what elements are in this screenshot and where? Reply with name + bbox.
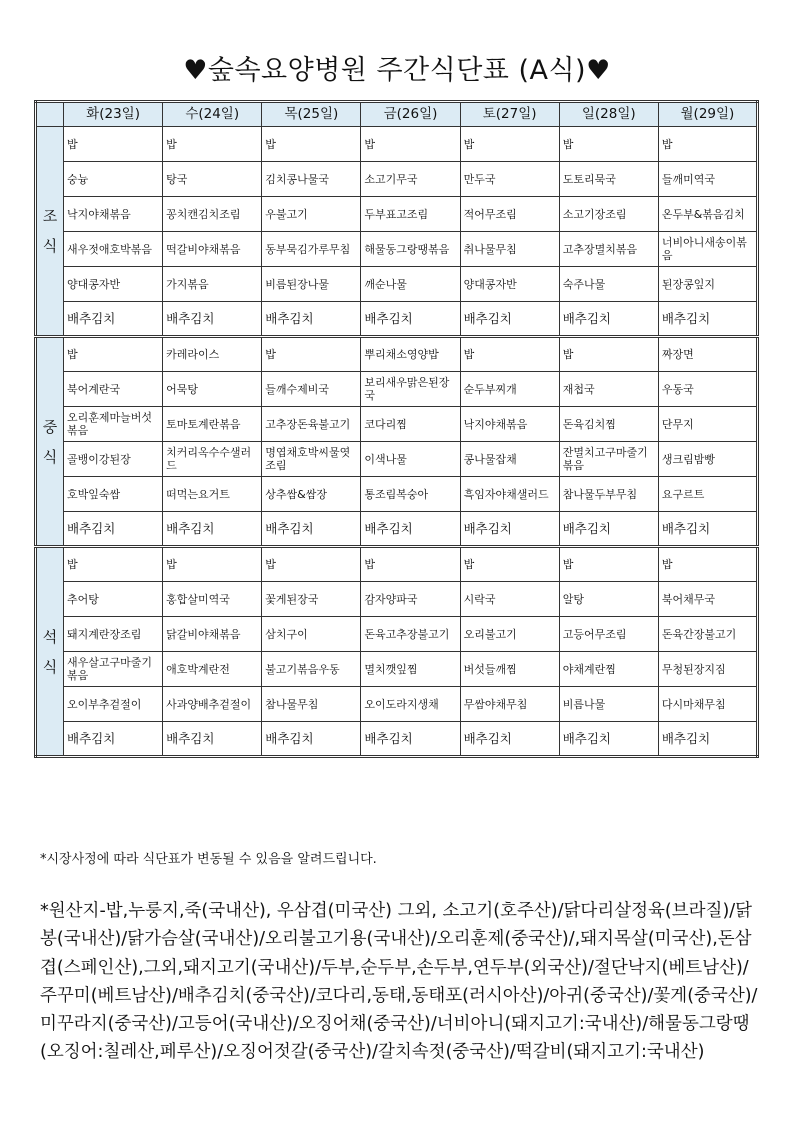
menu-item: 통조림복숭아 xyxy=(361,477,460,512)
menu-item: 추어탕 xyxy=(64,582,163,617)
menu-item: 밥 xyxy=(262,127,361,162)
meal-label: 중 식 xyxy=(36,337,64,547)
menu-item: 밥 xyxy=(64,337,163,372)
menu-item: 낙지야채볶음 xyxy=(64,197,163,232)
menu-item: 밥 xyxy=(658,127,757,162)
menu-item: 콩나물잡채 xyxy=(460,442,559,477)
menu-item: 참나물무침 xyxy=(262,687,361,722)
menu-row xyxy=(36,512,758,547)
menu-item: 만두국 xyxy=(460,162,559,197)
menu-item: 돈육김치찜 xyxy=(559,407,658,442)
menu-item: 들깨미역국 xyxy=(658,162,757,197)
meal-label: 석 식 xyxy=(36,547,64,757)
day-header: 일(28일) xyxy=(559,102,658,127)
menu-item: 배추김치 xyxy=(559,302,658,337)
menu-item: 순두부찌개 xyxy=(460,372,559,407)
menu-item: 밥 xyxy=(262,337,361,372)
menu-item: 온두부&볶음김치 xyxy=(658,197,757,232)
menu-item: 된장콩잎지 xyxy=(658,267,757,302)
menu-item: 홍합살미역국 xyxy=(163,582,262,617)
menu-item: 소고기무국 xyxy=(361,162,460,197)
menu-item: 들깨수제비국 xyxy=(262,372,361,407)
menu-item: 명엽채호박씨물엿조림 xyxy=(262,442,361,477)
weekly-menu-table xyxy=(34,100,759,758)
menu-body xyxy=(36,127,758,757)
menu-item: 배추김치 xyxy=(163,722,262,757)
menu-item: 재첩국 xyxy=(559,372,658,407)
menu-item: 불고기볶음우동 xyxy=(262,652,361,687)
day-header: 목(25일) xyxy=(262,102,361,127)
menu-item: 밥 xyxy=(163,127,262,162)
menu-item: 김치콩나물국 xyxy=(262,162,361,197)
menu-item: 낙지야채볶음 xyxy=(460,407,559,442)
menu-row xyxy=(36,617,758,652)
menu-item: 밥 xyxy=(361,127,460,162)
menu-item: 밥 xyxy=(559,547,658,582)
menu-item: 해물동그랑땡볶음 xyxy=(361,232,460,267)
menu-row xyxy=(36,197,758,232)
menu-item: 무쌈야채무침 xyxy=(460,687,559,722)
menu-item: 어묵탕 xyxy=(163,372,262,407)
menu-item: 카레라이스 xyxy=(163,337,262,372)
menu-item: 고추장멸치볶음 xyxy=(559,232,658,267)
menu-item: 배추김치 xyxy=(460,512,559,547)
menu-item: 다시마채무침 xyxy=(658,687,757,722)
menu-row xyxy=(36,337,758,372)
menu-item: 잔멸치고구마줄기볶음 xyxy=(559,442,658,477)
menu-item: 도토리묵국 xyxy=(559,162,658,197)
menu-item: 뿌리채소영양밥 xyxy=(361,337,460,372)
menu-row xyxy=(36,232,758,267)
menu-item: 이색나물 xyxy=(361,442,460,477)
day-header-row xyxy=(36,102,758,127)
menu-item: 배추김치 xyxy=(658,512,757,547)
menu-item: 탕국 xyxy=(163,162,262,197)
menu-row xyxy=(36,407,758,442)
day-header: 금(26일) xyxy=(361,102,460,127)
menu-row xyxy=(36,722,758,757)
menu-item: 북어계란국 xyxy=(64,372,163,407)
menu-item: 시락국 xyxy=(460,582,559,617)
menu-item: 배추김치 xyxy=(262,512,361,547)
day-header: 수(24일) xyxy=(163,102,262,127)
menu-item: 배추김치 xyxy=(262,302,361,337)
menu-item: 알탕 xyxy=(559,582,658,617)
menu-item: 밥 xyxy=(658,547,757,582)
menu-item: 치커리옥수수샐러드 xyxy=(163,442,262,477)
day-header: 토(27일) xyxy=(460,102,559,127)
menu-item: 새우젓애호박볶음 xyxy=(64,232,163,267)
menu-item: 밥 xyxy=(262,547,361,582)
menu-item: 호박잎숙쌈 xyxy=(64,477,163,512)
menu-item: 돈육고추장불고기 xyxy=(361,617,460,652)
menu-item: 배추김치 xyxy=(460,722,559,757)
menu-item: 멸치깻잎찜 xyxy=(361,652,460,687)
menu-row xyxy=(36,162,758,197)
menu-item: 밥 xyxy=(559,127,658,162)
menu-item: 배추김치 xyxy=(163,302,262,337)
menu-item: 보리새우맑은된장국 xyxy=(361,372,460,407)
menu-item: 감자양파국 xyxy=(361,582,460,617)
menu-item: 고등어무조림 xyxy=(559,617,658,652)
menu-item: 배추김치 xyxy=(460,302,559,337)
menu-item: 배추김치 xyxy=(361,512,460,547)
menu-item: 밥 xyxy=(163,547,262,582)
menu-item: 무청된장지짐 xyxy=(658,652,757,687)
menu-item: 가지볶음 xyxy=(163,267,262,302)
market-notice: *시장사정에 따라 식단표가 변동될 수 있음을 알려드립니다. xyxy=(40,852,377,867)
menu-item: 밥 xyxy=(559,337,658,372)
menu-item: 우동국 xyxy=(658,372,757,407)
menu-item: 떡갈비야채볶음 xyxy=(163,232,262,267)
menu-item: 골뱅이강된장 xyxy=(64,442,163,477)
menu-item: 꽃게된장국 xyxy=(262,582,361,617)
menu-item: 오이부추겉절이 xyxy=(64,687,163,722)
menu-item: 참나물두부무침 xyxy=(559,477,658,512)
menu-item: 배추김치 xyxy=(658,302,757,337)
corner-cell xyxy=(36,102,64,127)
day-header: 화(23일) xyxy=(64,102,163,127)
menu-item: 동부묵김가루무침 xyxy=(262,232,361,267)
menu-item: 애호박계란전 xyxy=(163,652,262,687)
menu-item: 밥 xyxy=(64,547,163,582)
menu-item: 꽁치캔김치조림 xyxy=(163,197,262,232)
menu-item: 버섯들깨찜 xyxy=(460,652,559,687)
menu-item: 취나물무침 xyxy=(460,232,559,267)
menu-item: 북어채무국 xyxy=(658,582,757,617)
menu-item: 너비아니새송이볶음 xyxy=(658,232,757,267)
menu-item: 토마토계란볶음 xyxy=(163,407,262,442)
day-header: 월(29일) xyxy=(658,102,757,127)
menu-item: 오리불고기 xyxy=(460,617,559,652)
menu-item: 삼치구이 xyxy=(262,617,361,652)
menu-row xyxy=(36,582,758,617)
menu-item: 흑임자야채샐러드 xyxy=(460,477,559,512)
menu-item: 배추김치 xyxy=(64,722,163,757)
menu-row xyxy=(36,547,758,582)
page-title: ♥숲속요양병원 주간식단표 (A식)♥ xyxy=(183,55,611,86)
menu-item: 깨순나물 xyxy=(361,267,460,302)
menu-item: 상추쌈&쌈장 xyxy=(262,477,361,512)
meal-label: 조 식 xyxy=(36,127,64,337)
menu-item: 배추김치 xyxy=(361,722,460,757)
menu-item: 배추김치 xyxy=(361,302,460,337)
menu-item: 밥 xyxy=(64,127,163,162)
menu-item: 비름나물 xyxy=(559,687,658,722)
menu-item: 숙주나물 xyxy=(559,267,658,302)
menu-item: 밥 xyxy=(460,127,559,162)
menu-item: 고추장돈육불고기 xyxy=(262,407,361,442)
menu-item: 새우살고구마줄기볶음 xyxy=(64,652,163,687)
menu-item: 오이도라지생채 xyxy=(361,687,460,722)
menu-row xyxy=(36,127,758,162)
menu-item: 짜장면 xyxy=(658,337,757,372)
menu-row xyxy=(36,652,758,687)
menu-row xyxy=(36,477,758,512)
menu-item: 닭갈비야채볶음 xyxy=(163,617,262,652)
menu-row xyxy=(36,267,758,302)
menu-item: 야채계란찜 xyxy=(559,652,658,687)
menu-item: 비름된장나물 xyxy=(262,267,361,302)
menu-item: 소고기장조림 xyxy=(559,197,658,232)
menu-item: 배추김치 xyxy=(559,722,658,757)
menu-item: 배추김치 xyxy=(262,722,361,757)
menu-row xyxy=(36,372,758,407)
menu-item: 돼지계란장조림 xyxy=(64,617,163,652)
origin-notice: *원산지-밥,누룽지,죽(국내산), 우삼겹(미국산) 그외, 소고기(호주산)/닭다리살정육(브라질)/닭봉(국내산)/닭가슴살(국내산)/오리불고기용(국내산)/오리훈제(중국산)/,돼지목살(미국산),돈삼겹(스페인산),그외,돼지고기(국내산)/두부,순두부,손두부,연두부(외국산)/절단낙지(베트남산)/주꾸미(베트남산)/배추김치(중국산)/코다리,동태,동태포(러시아산)/아귀(중국산)/꽃게(중국산)/미꾸라지(중국산)/고등어(국내산)/오징어채(중국산)/너비아니(돼지고기:국내산)/해물동그랑땡(오징어:칠레산,페루산)/오징어젓갈(중국산)/갈치속젓(중국산)/떡갈비(돼지고기:국내산) xyxy=(40,901,758,1063)
menu-item: 오리훈제마늘버섯볶음 xyxy=(64,407,163,442)
menu-item: 밥 xyxy=(460,337,559,372)
menu-item: 밥 xyxy=(460,547,559,582)
menu-item: 요구르트 xyxy=(658,477,757,512)
menu-item: 단무지 xyxy=(658,407,757,442)
menu-row xyxy=(36,687,758,722)
menu-item: 숭늉 xyxy=(64,162,163,197)
menu-item: 배추김치 xyxy=(559,512,658,547)
menu-item: 돈육간장불고기 xyxy=(658,617,757,652)
menu-item: 사과양배추겉절이 xyxy=(163,687,262,722)
menu-row xyxy=(36,442,758,477)
menu-item: 배추김치 xyxy=(163,512,262,547)
menu-item: 배추김치 xyxy=(64,512,163,547)
menu-item: 양대콩자반 xyxy=(460,267,559,302)
menu-item: 우불고기 xyxy=(262,197,361,232)
menu-item: 적어무조림 xyxy=(460,197,559,232)
menu-item: 떠먹는요거트 xyxy=(163,477,262,512)
menu-item: 배추김치 xyxy=(64,302,163,337)
menu-item: 배추김치 xyxy=(658,722,757,757)
menu-item: 양대콩자반 xyxy=(64,267,163,302)
menu-item: 밥 xyxy=(361,547,460,582)
menu-item: 생크림밤빵 xyxy=(658,442,757,477)
menu-row xyxy=(36,302,758,337)
menu-item: 두부표고조림 xyxy=(361,197,460,232)
menu-item: 코다리찜 xyxy=(361,407,460,442)
